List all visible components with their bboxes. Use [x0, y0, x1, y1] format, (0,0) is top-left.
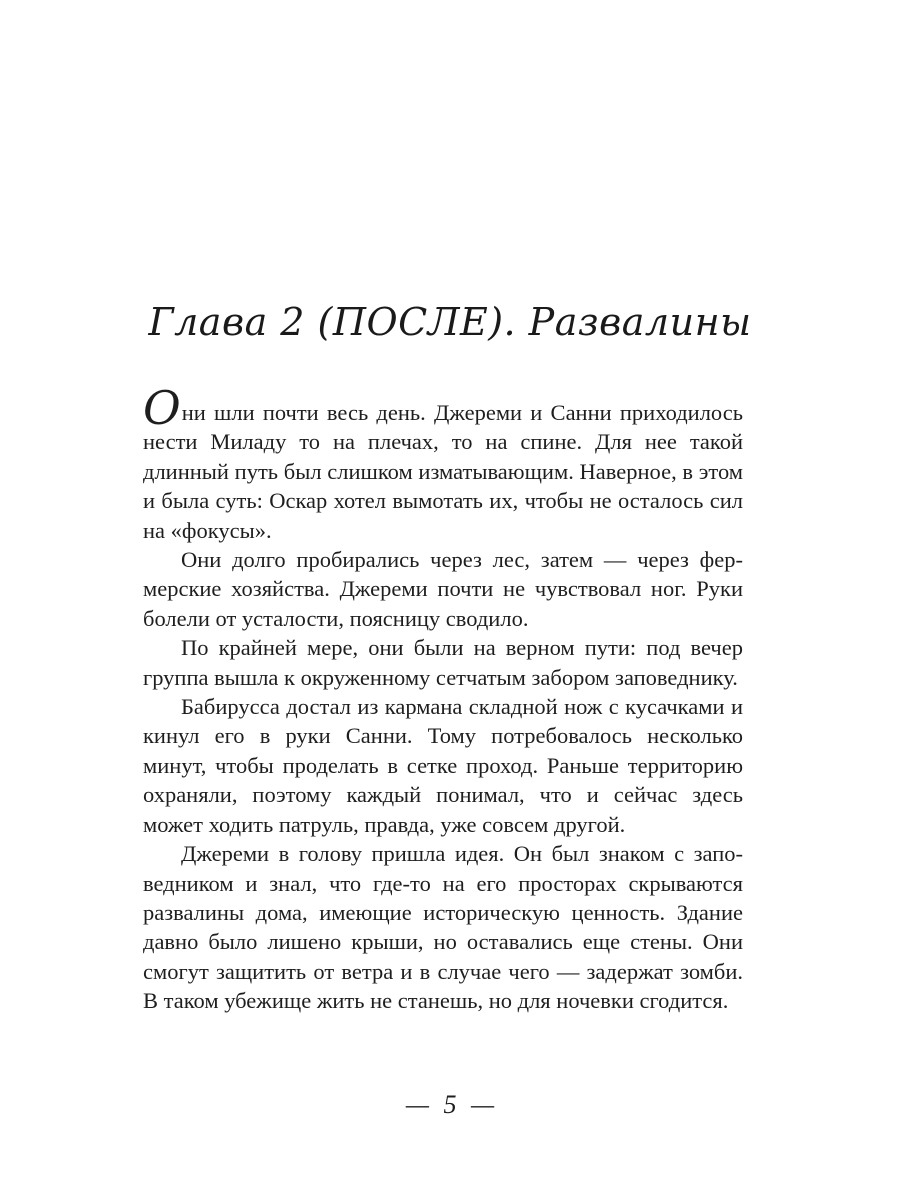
drop-cap: О — [143, 381, 181, 435]
paragraph-5: Джереми в голову пришла идея. Он был знаком с заповедником и знал, что где-то на его просторах скрываются развалины дома, имеющие историческую ценность. Здание давно было лишено крыши, но оставались еще стены. Они смогут защитить от ветра и в случае чего — задержат зомби. В таком убежище жить не станешь, но для ночевки сгодится. — [143, 841, 743, 1014]
paragraph-1 — [143, 381, 743, 545]
page-number: — 5 — — [405, 1090, 495, 1119]
paragraph-3: По крайней мере, они были на верном пути: под вечер группа вышла к окруженному сетчатым забором заповеднику. — [143, 635, 743, 690]
paragraph-4: Бабирусса достал из кармана складной нож с кусачками и кинул его в руки Санни. Тому потребовалось несколько минут, чтобы проделать в сетке проход. Раньше территорию охраняли, поэтому каждый понимал, что и сейчас здесь может ходить патруль, правда, уже совсем другой. — [143, 694, 743, 837]
chapter-title: Глава 2 (ПОСЛЕ). Развалины — [148, 300, 752, 344]
paragraph-2: Они долго пробирались через лес, затем — через фермерские хозяйства. Джереми почти не чувствовал ног. Руки болели от усталости, поясницу сводило. — [143, 547, 743, 631]
paragraph-1-text: ни шли почти весь день. Джереми и Санни приходилось нести Миладу то на плечах, то на спине. Для нее такой длинный путь был слишком изматывающим. Наверное, в этом и была суть: Оскар хотел вымотать их, чтобы не осталось сил на «фокусы». — [143, 400, 743, 543]
chapter-body — [143, 381, 743, 1016]
